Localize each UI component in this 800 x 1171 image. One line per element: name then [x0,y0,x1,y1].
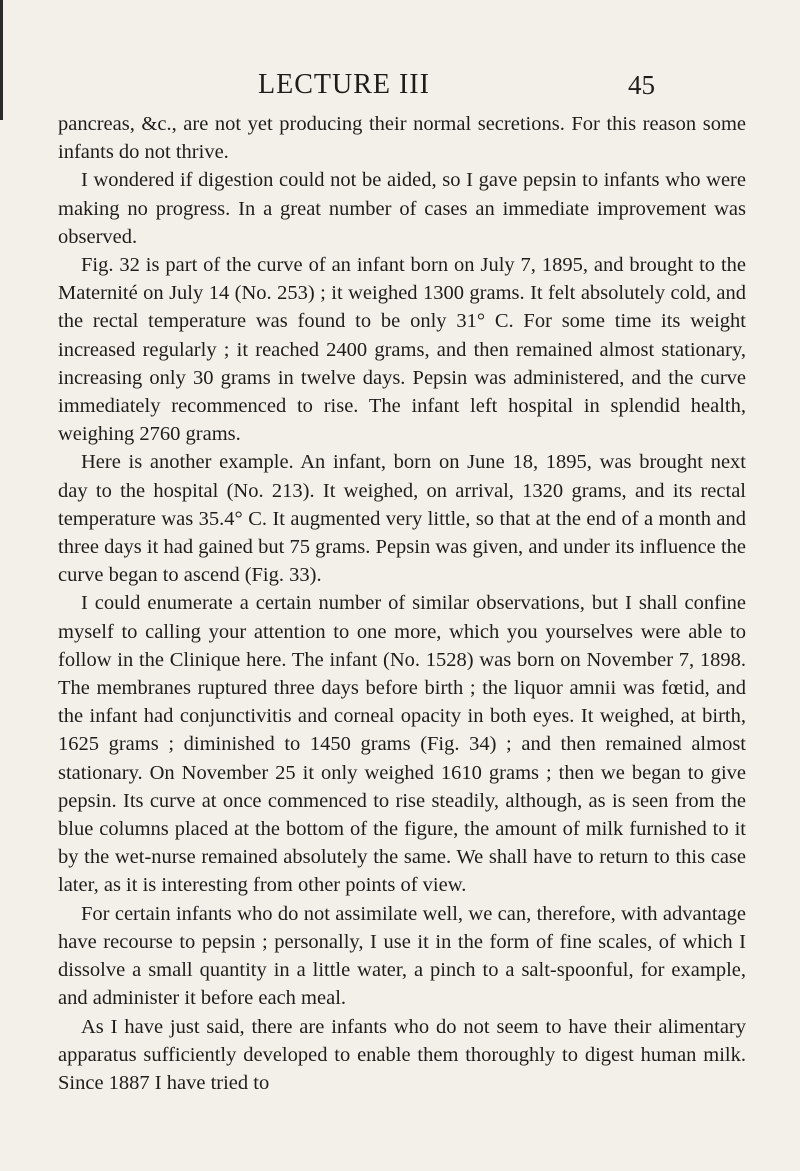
paragraph: Here is another example. An infant, born on June 18, 1895, was brought next day to the hospital (No. 213). It weighed, on arrival, 1320 grams, and its rectal temperature was 35.4° C. It augmented very little, so that at the end of a month and three days it had gained but 75 grams. Pepsin was given, and under its influence the curve began to ascend (Fig. 33). [58,451,746,587]
page-number: 45 [628,70,655,100]
running-header [0,68,800,102]
running-title: LECTURE III [258,69,430,100]
paragraph: I wondered if digestion could not be aided, so I gave pepsin to infants who were making no progress. In a great number of cases an immediate improvement was observed. [58,169,746,248]
paragraph: Fig. 32 is part of the curve of an infant born on July 7, 1895, and brought to the Maternité on July 14 (No. 253) ; it weighed 1300 grams. It felt absolutely cold, and the rectal temperature was found to be only 31° C. For some time its weight increased regularly ; it reached 2400 grams, and then remained almost stationary, increasing only 30 grams in twelve days. Pepsin was administered, and the curve immediately recommenced to rise. The infant left hospital in splendid health, weighing 2760 grams. [58,254,746,446]
paragraph: For certain infants who do not assimilate well, we can, therefore, with advantage have recourse to pepsin ; personally, I use it in the form of fine scales, of which I dissolve a small quantity in a little water, a pinch to a salt-spoonful, for example, and administer it before each meal. [58,902,746,1010]
page-edge-shadow [0,0,3,120]
body-text [58,110,746,1097]
paragraph: As I have just said, there are infants who do not seem to have their alimentary apparatus sufficiently developed to enable them thoroughly to digest human milk. Since 1887 I have tried to [58,1015,746,1094]
paragraph: I could enumerate a certain number of similar observations, but I shall confine myself to calling your attention to one more, which you yourselves were able to follow in the Clinique here. The infant (No. 1528) was born on November 7, 1898. The membranes ruptured three days before birth ; the liquor amnii was fœtid, and the infant had conjunctivitis and corneal opacity in both eyes. It weighed, at birth, 1625 grams ; diminished to 1450 grams (Fig. 34) ; and then remained almost stationary. On November 25 it only weighed 1610 grams ; then we began to give pepsin. Its curve at once commenced to rise steadily, although, as is seen from the blue columns placed at the bottom of the figure, the amount of milk furnished to it by the wet-nurse remained absolutely the same. We shall have to return to this case later, as it is interesting from other points of view. [58,592,746,897]
paragraph: pancreas, &c., are not yet producing their normal secretions. For this reason some infants do not thrive. [58,113,746,164]
